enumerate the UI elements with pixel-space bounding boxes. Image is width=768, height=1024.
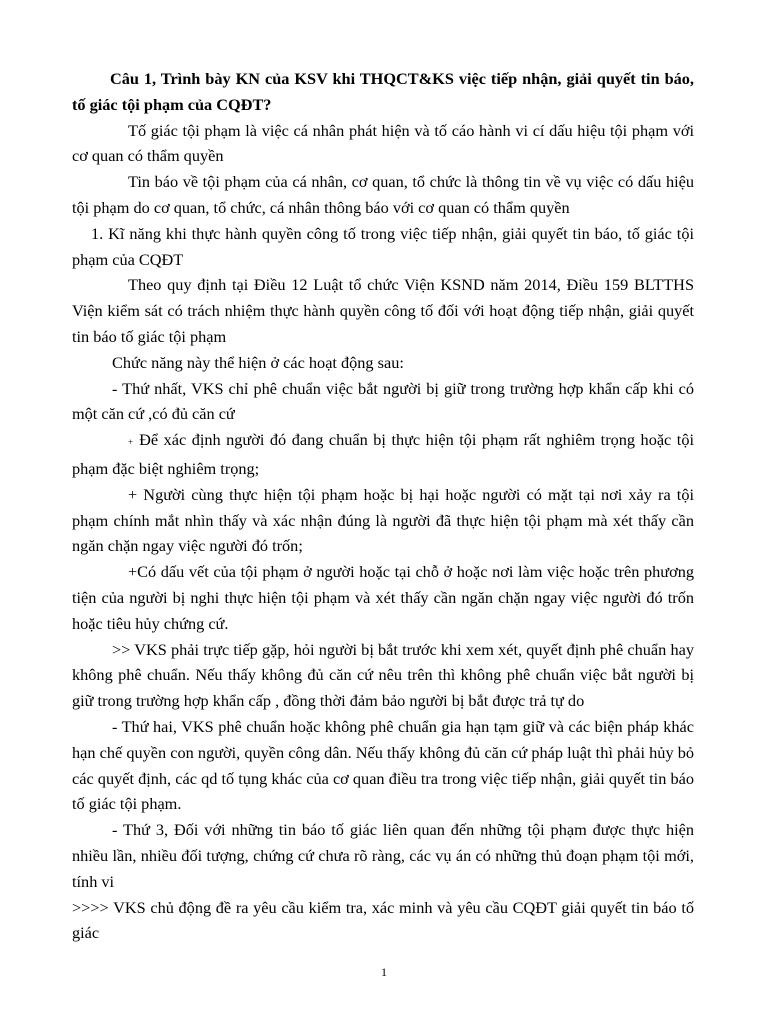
paragraph-second-activity: - Thứ hai, VKS phê chuẩn hoặc không phê chuẩn gia hạn tạm giữ và các biện pháp khác hạn chế quyền con người, quyền công dân. Nếu thấy không đủ căn cứ pháp luật thì phải hủy bỏ các quyết định, các qd tố tụng khác của cơ quan điều tra trong việc tiếp nhận, giải quyết tin báo tố giác tội phạm. [72, 716, 694, 814]
paragraph-condition-2: + Người cùng thực hiện tội phạm hoặc bị hại hoặc người có mặt tại nơi xảy ra tội phạm chính mắt nhìn thấy và xác nhận đúng là người đã thực hiện tội phạm mà xét thấy cần ngăn chặn ngay việc người đó trốn; [72, 484, 694, 556]
paragraph-third-activity: - Thứ 3, Đối với những tin báo tố giác liên quan đến những tội phạm được thực hiện nhiều lần, nhiều đối tượng, chứng cứ chưa rõ ràng, các vụ án có những thủ đoạn phạm tội mới, tính vi [72, 820, 694, 891]
small-plus-marker: + [128, 437, 134, 448]
paragraph-proactive-request: >>>> VKS chủ động đề ra yêu cầu kiểm tra, xác minh và yêu cầu CQĐT giải quyết tin báo tố giác [72, 897, 694, 943]
question-title: Câu 1, Trình bày KN của KSV khi THQCT&KS việc tiếp nhận, giải quyết tin báo, tố giác tội phạm của CQĐT? [72, 69, 694, 114]
document-body [72, 66, 694, 946]
paragraph-direct-meeting: >> VKS phải trực tiếp gặp, hỏi người bị bắt trước khi xem xét, quyết định phê chuẩn hay không phê chuẩn. Nếu thấy không đủ căn cứ nêu trên thì không phê chuẩn việc bắt người bị giữ trong trường hợp khẩn cấp , đồng thời đảm bảo người bị bắt được trả tự do [72, 639, 694, 711]
paragraph-first-activity: - Thứ nhất, VKS chỉ phê chuẩn việc bắt người bị giữ trong trường hợp khẩn cấp khi có một căn cứ ,có đủ căn cứ [72, 378, 694, 424]
paragraph-functions-intro: Chức năng này thể hiện ở các hoạt động sau: [112, 352, 404, 372]
paragraph-condition-1 [72, 427, 694, 482]
paragraph-condition-3: +Có dấu vết của tội phạm ở người hoặc tại chỗ ở hoặc nơi làm việc hoặc trên phương tiện của người bị nghi thực hiện tội phạm và xét thấy cần ngăn chặn ngay việc người đó trốn hoặc tiêu hủy chứng cứ. [72, 562, 694, 633]
condition-1-text: Để xác định người đó đang chuẩn bị thực hiện tội phạm rất nghiêm trọng hoặc tội phạm đặc biệt nghiêm trọng; [72, 430, 694, 478]
paragraph-definition-report: Tin báo về tội phạm của cá nhân, cơ quan, tổ chức là thông tin về vụ việc có dấu hiệu tội phạm do cơ quan, tổ chức, cá nhân thông báo với cơ quan có thẩm quyền [72, 172, 694, 217]
paragraph-definition-denunciation: Tố giác tội phạm là việc cá nhân phát hiện và tố cáo hành vi cí dấu hiệu tội phạm với cơ quan có thẩm quyền [72, 120, 694, 166]
section-heading-skill: 1. Kĩ năng khi thực hành quyền công tố trong việc tiếp nhận, giải quyết tin báo, tố giác tội phạm của CQĐT [72, 223, 694, 269]
page-number: 1 [381, 965, 387, 979]
paragraph-legal-basis: Theo quy định tại Điều 12 Luật tổ chức Viện KSND năm 2014, Điều 159 BLTTHS Viện kiểm sát có trách nhiệm thực hành quyền công tố đối với hoạt động tiếp nhận, giải quyết tin báo tố giác tội phạm [72, 275, 694, 346]
